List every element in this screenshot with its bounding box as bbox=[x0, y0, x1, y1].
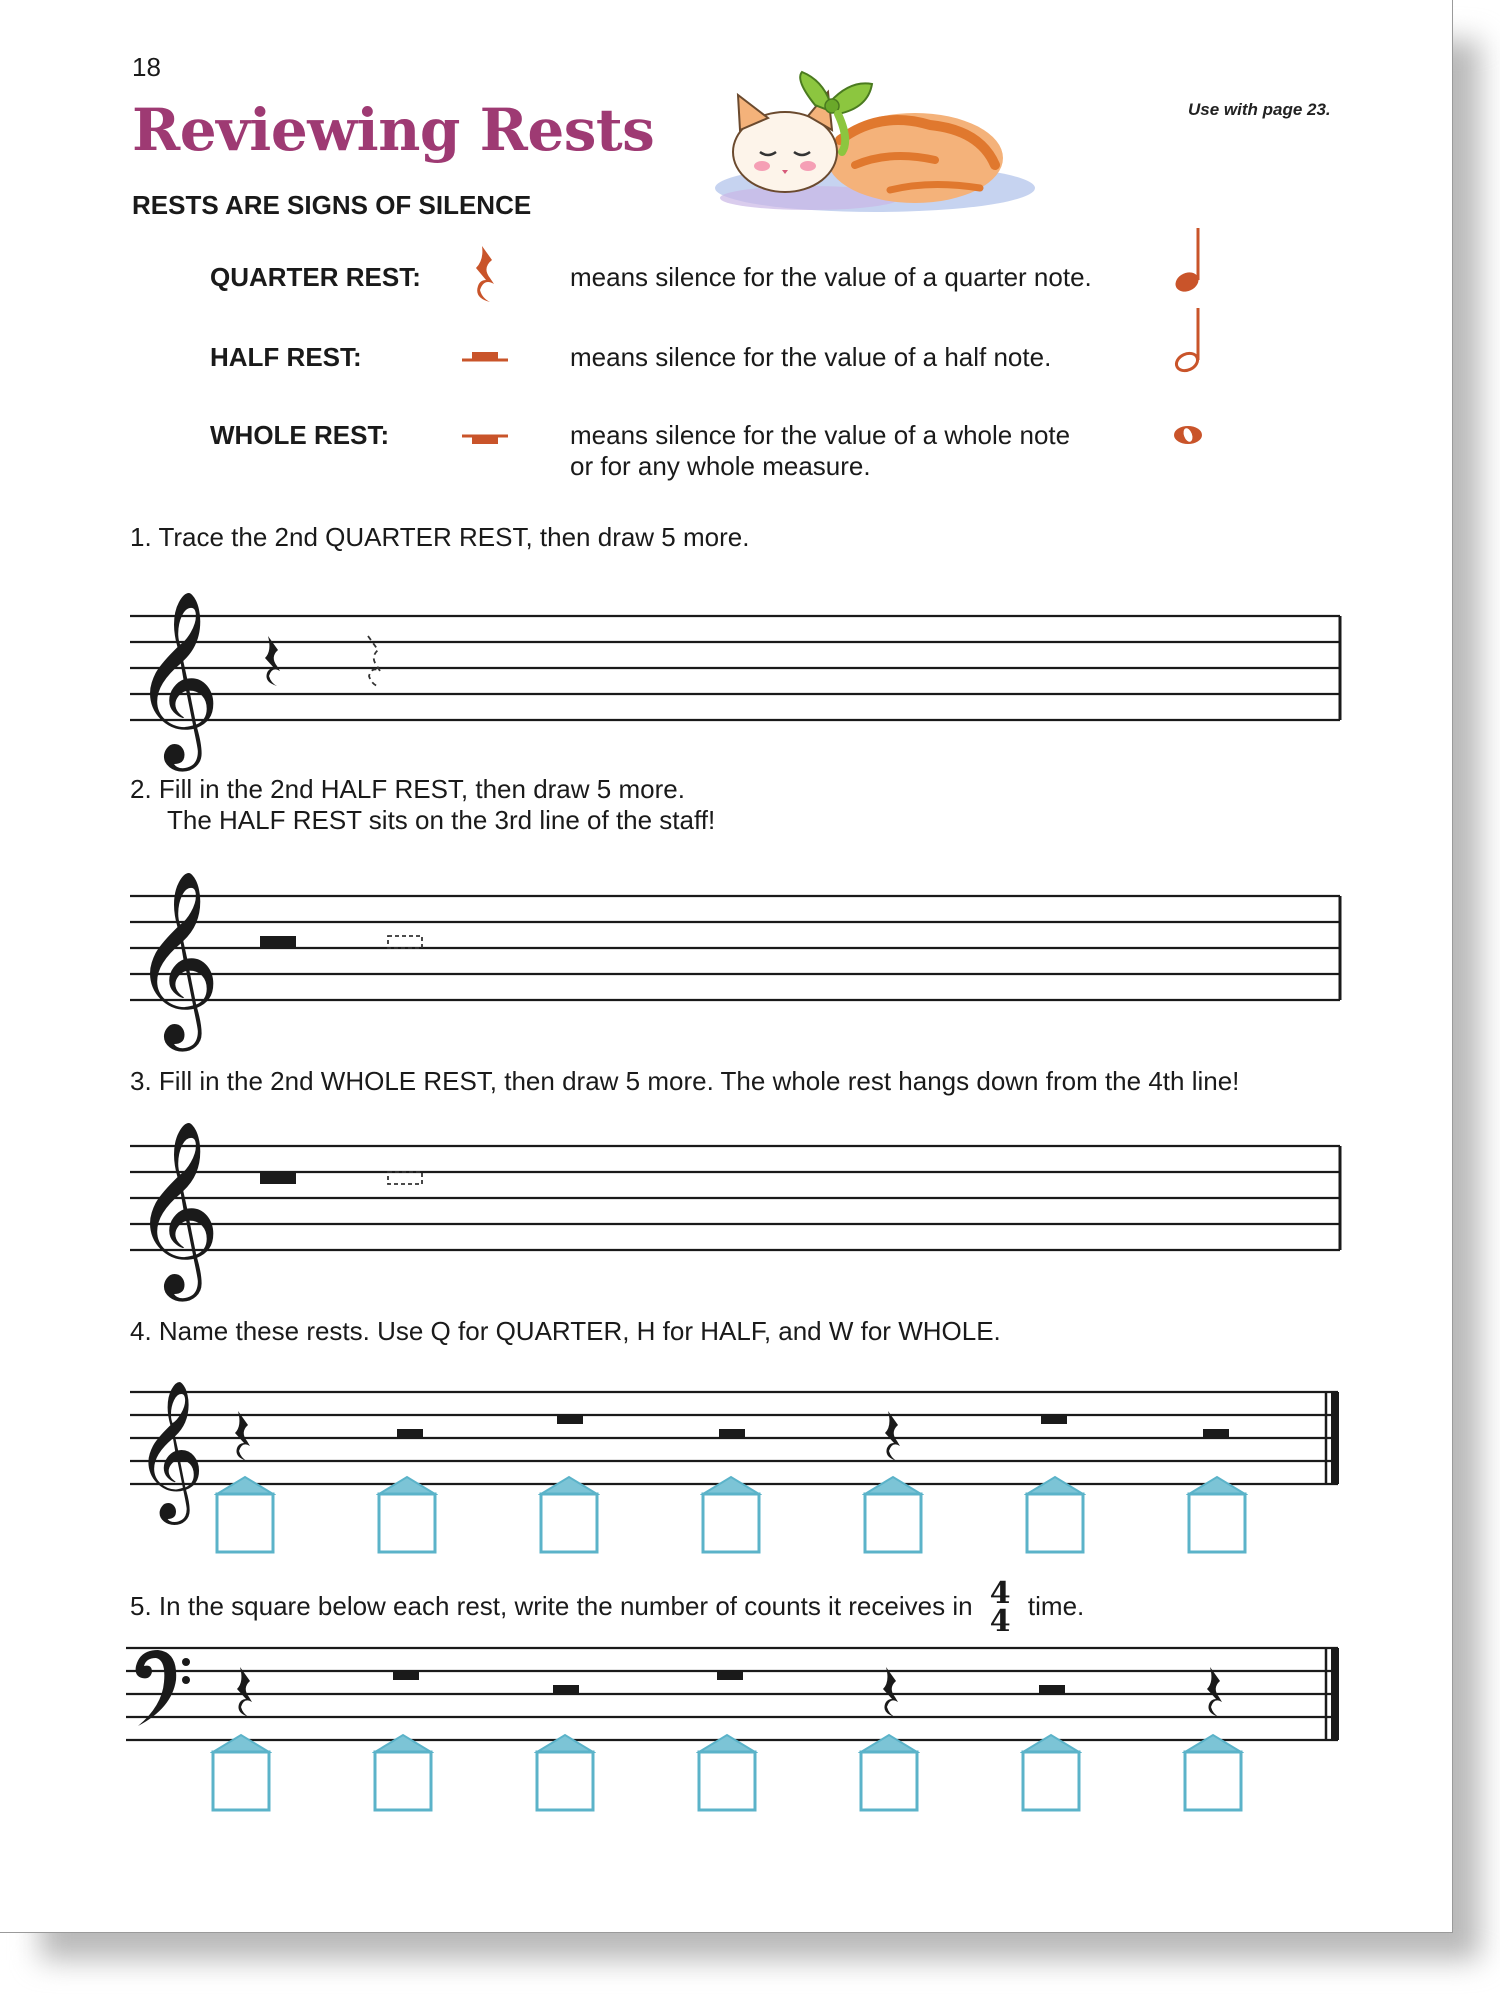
half-rest-mark bbox=[1203, 1429, 1229, 1438]
answer-box[interactable] bbox=[862, 1474, 924, 1556]
half-rest-mark bbox=[719, 1429, 745, 1438]
quarter-rest-mark bbox=[1207, 1667, 1222, 1717]
half-rest-mark bbox=[397, 1429, 423, 1438]
whole-rest-outline-guide bbox=[388, 1172, 422, 1184]
answer-box[interactable] bbox=[1182, 1732, 1244, 1814]
answer-box[interactable] bbox=[700, 1474, 762, 1556]
quarter-rest-mark bbox=[883, 1667, 898, 1717]
answer-box[interactable] bbox=[858, 1732, 920, 1814]
quarter-rest-mark bbox=[237, 1667, 252, 1717]
quarter-rest-definition: means silence for the value of a quarter note. bbox=[570, 262, 1092, 292]
answer-box[interactable] bbox=[214, 1474, 276, 1556]
answer-box[interactable] bbox=[1186, 1474, 1248, 1556]
whole-rest-mark bbox=[260, 1172, 296, 1184]
time-signature-top: 4 bbox=[989, 1576, 1011, 1611]
exercise-4-instruction: 4. Name these rests. Use Q for QUARTER, H for HALF, and W for WHOLE. bbox=[130, 1316, 1001, 1346]
quarter-rest-label: QUARTER REST: bbox=[210, 262, 421, 292]
answer-box[interactable] bbox=[372, 1732, 434, 1814]
answer-box[interactable] bbox=[1020, 1732, 1082, 1814]
treble-clef-icon: 𝄞 bbox=[132, 590, 221, 764]
whole-rest-definition-line1: means silence for the value of a whole note bbox=[570, 420, 1071, 450]
whole-rest-mark bbox=[717, 1671, 743, 1680]
use-with-note: Use with page 23. bbox=[1188, 100, 1331, 119]
half-rest-label: HALF REST: bbox=[210, 342, 362, 372]
exercise-1-staff bbox=[130, 560, 1350, 764]
section-subtitle: RESTS ARE SIGNS OF SILENCE bbox=[132, 190, 532, 220]
half-rest-mark bbox=[553, 1685, 579, 1694]
answer-box[interactable] bbox=[538, 1474, 600, 1556]
answer-box[interactable] bbox=[1024, 1474, 1086, 1556]
exercise-5-instruction-end: time. bbox=[1027, 1590, 1085, 1621]
quarter-rest-icon bbox=[470, 244, 500, 306]
bass-clef-icon bbox=[136, 1650, 190, 1726]
quarter-rest-trace-guide bbox=[368, 636, 380, 686]
exercise-2-instruction-line1: 2. Fill in the 2nd HALF REST, then draw 5 more. bbox=[130, 774, 685, 804]
quarter-rest-mark bbox=[265, 636, 280, 686]
treble-clef-icon: 𝄞 bbox=[134, 1380, 205, 1519]
quarter-rest-mark bbox=[885, 1411, 900, 1461]
exercise-2-staff bbox=[130, 840, 1350, 1044]
quarter-rest-mark bbox=[235, 1411, 250, 1461]
whole-rest-icon bbox=[462, 432, 508, 452]
half-rest-icon bbox=[462, 346, 508, 366]
half-rest-outline-guide bbox=[388, 936, 422, 948]
whole-note-icon bbox=[1168, 420, 1208, 450]
time-signature-bottom: 4 bbox=[989, 1604, 1011, 1639]
sleeping-kitten-illustration bbox=[690, 70, 1050, 220]
half-rest-mark bbox=[260, 936, 296, 948]
whole-rest-definition-line2: or for any whole measure. bbox=[570, 451, 871, 481]
half-note-icon bbox=[1168, 304, 1208, 374]
exercise-3-instruction: 3. Fill in the 2nd WHOLE REST, then draw 5 more. The whole rest hangs down from the 4th line! bbox=[130, 1066, 1240, 1096]
answer-box[interactable] bbox=[210, 1732, 272, 1814]
half-rest-definition: means silence for the value of a half note. bbox=[570, 342, 1052, 372]
page-title: Reviewing Rests bbox=[132, 96, 655, 164]
whole-rest-label: WHOLE REST: bbox=[210, 420, 390, 450]
page-number: 18 bbox=[132, 52, 161, 82]
answer-box[interactable] bbox=[376, 1474, 438, 1556]
treble-clef-icon: 𝄞 bbox=[132, 870, 221, 1044]
answer-box[interactable] bbox=[534, 1732, 596, 1814]
answer-box[interactable] bbox=[696, 1732, 758, 1814]
exercise-2-instruction-line2: The HALF REST sits on the 3rd line of the staff! bbox=[167, 805, 716, 835]
exercise-1-instruction: 1. Trace the 2nd QUARTER REST, then draw 5 more. bbox=[130, 522, 750, 552]
whole-rest-mark bbox=[393, 1671, 419, 1680]
half-rest-mark bbox=[1039, 1685, 1065, 1694]
exercise-5-instruction-text: 5. In the square below each rest, write the number of counts it receives in bbox=[130, 1590, 973, 1621]
quarter-note-icon bbox=[1168, 224, 1208, 294]
whole-rest-mark bbox=[1041, 1415, 1067, 1424]
whole-rest-mark bbox=[557, 1415, 583, 1424]
exercise-3-staff bbox=[130, 1090, 1350, 1294]
treble-clef-icon: 𝄞 bbox=[132, 1120, 221, 1294]
